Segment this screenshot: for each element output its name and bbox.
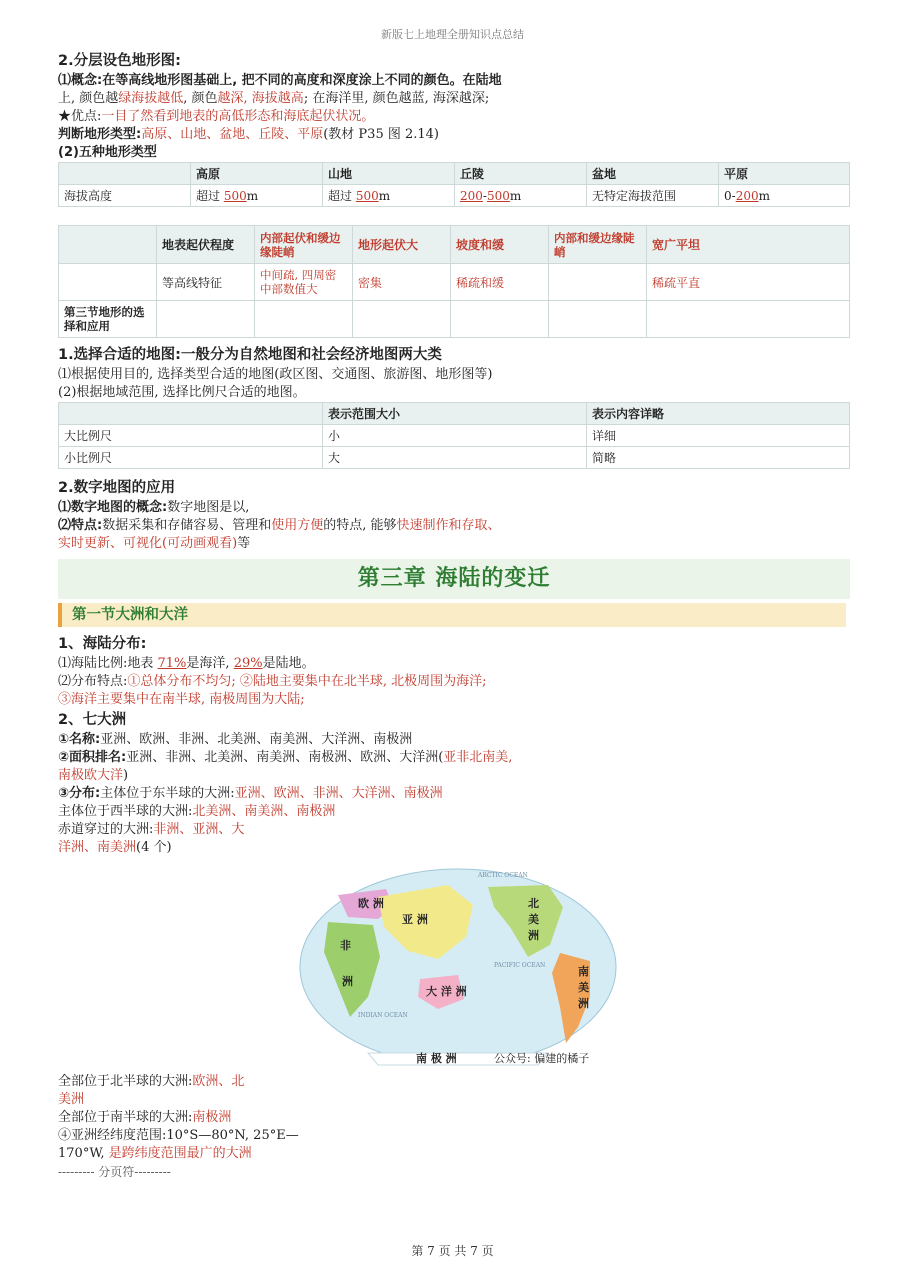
paragraph: ③分布:主体位于东半球的大洲:亚洲、欧洲、非洲、大洋洲、南极洲: [58, 786, 443, 801]
svg-text:南 极 洲: 南 极 洲: [416, 1052, 457, 1065]
svg-text:PACIFIC OCEAN: PACIFIC OCEAN: [494, 962, 546, 969]
svg-text:非: 非: [340, 939, 351, 952]
concept-line: ⑴概念:在等高线地形图基础上, 把不同的高度和深度涂上不同的颜色。在陆地: [58, 73, 502, 88]
svg-text:北: 北: [528, 897, 539, 910]
page-header: 新版七上地理全册知识点总结: [381, 28, 524, 41]
paragraph: ⑵特点:数据采集和存储容易、管理和使用方便的特点, 能够快速制作和存取、: [58, 518, 501, 533]
concept-line-2: 上, 颜色越绿海拔越低, 颜色越深, 海拔越高; 在海洋里, 颜色越蓝, 海深越深;: [58, 91, 490, 106]
landform-features-table: [58, 225, 850, 338]
paragraph: ⑵分布特点:①总体分布不均匀; ②陆地主要集中在北半球, 北极周围为海洋;: [58, 674, 487, 689]
paragraph: 美洲: [58, 1092, 85, 1107]
paragraph: ③海洋主要集中在南半球, 南极周围为大陆;: [58, 692, 305, 707]
judge-line: 判断地形类型:高原、山地、盆地、丘陵、平原(教材 P35 图 2.14): [58, 127, 439, 142]
landform-altitude-table: [58, 162, 850, 207]
svg-text:INDIAN OCEAN: INDIAN OCEAN: [358, 1012, 408, 1019]
merit-line: ★优点:一目了然看到地表的高低形态和海底起伏状况。: [58, 109, 375, 124]
section-title-digital-map: 2.数字地图的应用: [58, 480, 176, 496]
subsection-title: 2、七大洲: [58, 712, 127, 728]
svg-text:美: 美: [528, 913, 539, 926]
paragraph: 南极欧大洋): [58, 768, 129, 783]
paragraph: 170°W, 是跨纬度范围最广的大洲: [58, 1146, 252, 1161]
paragraph: (2)根据地域范围, 选择比例尺合适的地图。: [58, 385, 306, 400]
world-map: [298, 867, 618, 1067]
subsection-title: 1、海陆分布:: [58, 636, 147, 652]
svg-text:ARCTIC OCEAN: ARCTIC OCEAN: [478, 872, 528, 879]
table-row: 海拔高度 超过 500m 超过 500m 200-500m 无特定海拔范围 0-200m: [59, 185, 850, 207]
paragraph: ⑴数字地图的概念:数字地图是以,: [58, 500, 250, 515]
svg-text:大 洋 洲: 大 洋 洲: [426, 985, 467, 998]
chapter-title: 第三章 海陆的变迁: [58, 559, 850, 599]
section-title-choose-map: 1.选择合适的地图:一般分为自然地图和社会经济地图两大类: [58, 347, 442, 363]
svg-text:洲: 洲: [342, 975, 353, 988]
paragraph: 全部位于南半球的大洲:南极洲: [58, 1110, 232, 1125]
svg-text:美: 美: [578, 981, 589, 994]
table-header-row: 表示范围大小 表示内容详略: [59, 403, 850, 425]
table-row: 大比例尺 小 详细: [59, 425, 850, 447]
paragraph: 主体位于西半球的大洲:北美洲、南美洲、南极洲: [58, 804, 336, 819]
table-row: 第三节地形的选择和应用: [59, 301, 850, 338]
scale-table: [58, 402, 850, 469]
page-break-marker: --------- 分页符---------: [58, 1165, 171, 1179]
five-landforms-title: (2)五种地形类型: [58, 145, 157, 160]
svg-text:洲: 洲: [578, 997, 589, 1010]
paragraph: 洋洲、南美洲(4 个): [58, 840, 172, 855]
paragraph: 实时更新、可视化(可动画观看)等: [58, 536, 251, 551]
table-row: 小比例尺 大 简略: [59, 447, 850, 469]
paragraph: ⑴海陆比例:地表 71%是海洋, 29%是陆地。: [58, 656, 315, 671]
section-title-layered-map: 2.分层设色地形图:: [58, 53, 181, 69]
page-content: [58, 50, 850, 1181]
paragraph: 全部位于北半球的大洲:欧洲、北: [58, 1074, 245, 1089]
svg-text:欧 洲: 欧 洲: [358, 897, 384, 910]
svg-text:洲: 洲: [528, 929, 539, 942]
svg-text:南: 南: [578, 965, 589, 978]
section-heading: 第一节大洲和大洋: [58, 603, 846, 627]
page-footer: 第 7 页 共 7 页: [411, 1244, 494, 1258]
paragraph: ⑴根据使用目的, 选择类型合适的地图(政区图、交通图、旅游图、地形图等): [58, 367, 493, 382]
table-header-row: 高原 山地 丘陵 盆地 平原: [59, 163, 850, 185]
paragraph: ②面积排名:亚洲、非洲、北美洲、南美洲、南极洲、欧洲、大洋洲(亚非北南美,: [58, 750, 513, 765]
paragraph: 赤道穿过的大洲:非洲、亚洲、大: [58, 822, 245, 837]
world-map-graphic: [298, 867, 618, 1067]
svg-text:亚 洲: 亚 洲: [402, 913, 428, 926]
paragraph: ①名称:亚洲、欧洲、非洲、北美洲、南美洲、大洋洲、南极洲: [58, 732, 413, 747]
table-header-row: 地表起伏程度 内部起伏和缓边缘陡峭 地形起伏大 坡度和缓 内部和缓边缘陡峭 宽广平坦: [59, 226, 850, 264]
table-row: 等高线特征 中间疏, 四周密中部数值大 密集 稀疏和缓 稀疏平直: [59, 264, 850, 301]
paragraph: ④亚洲经纬度范围:10°S—80°N, 25°E—: [58, 1128, 299, 1143]
svg-text:公众号: 偏建的橘子: 公众号: 偏建的橘子: [494, 1052, 590, 1065]
